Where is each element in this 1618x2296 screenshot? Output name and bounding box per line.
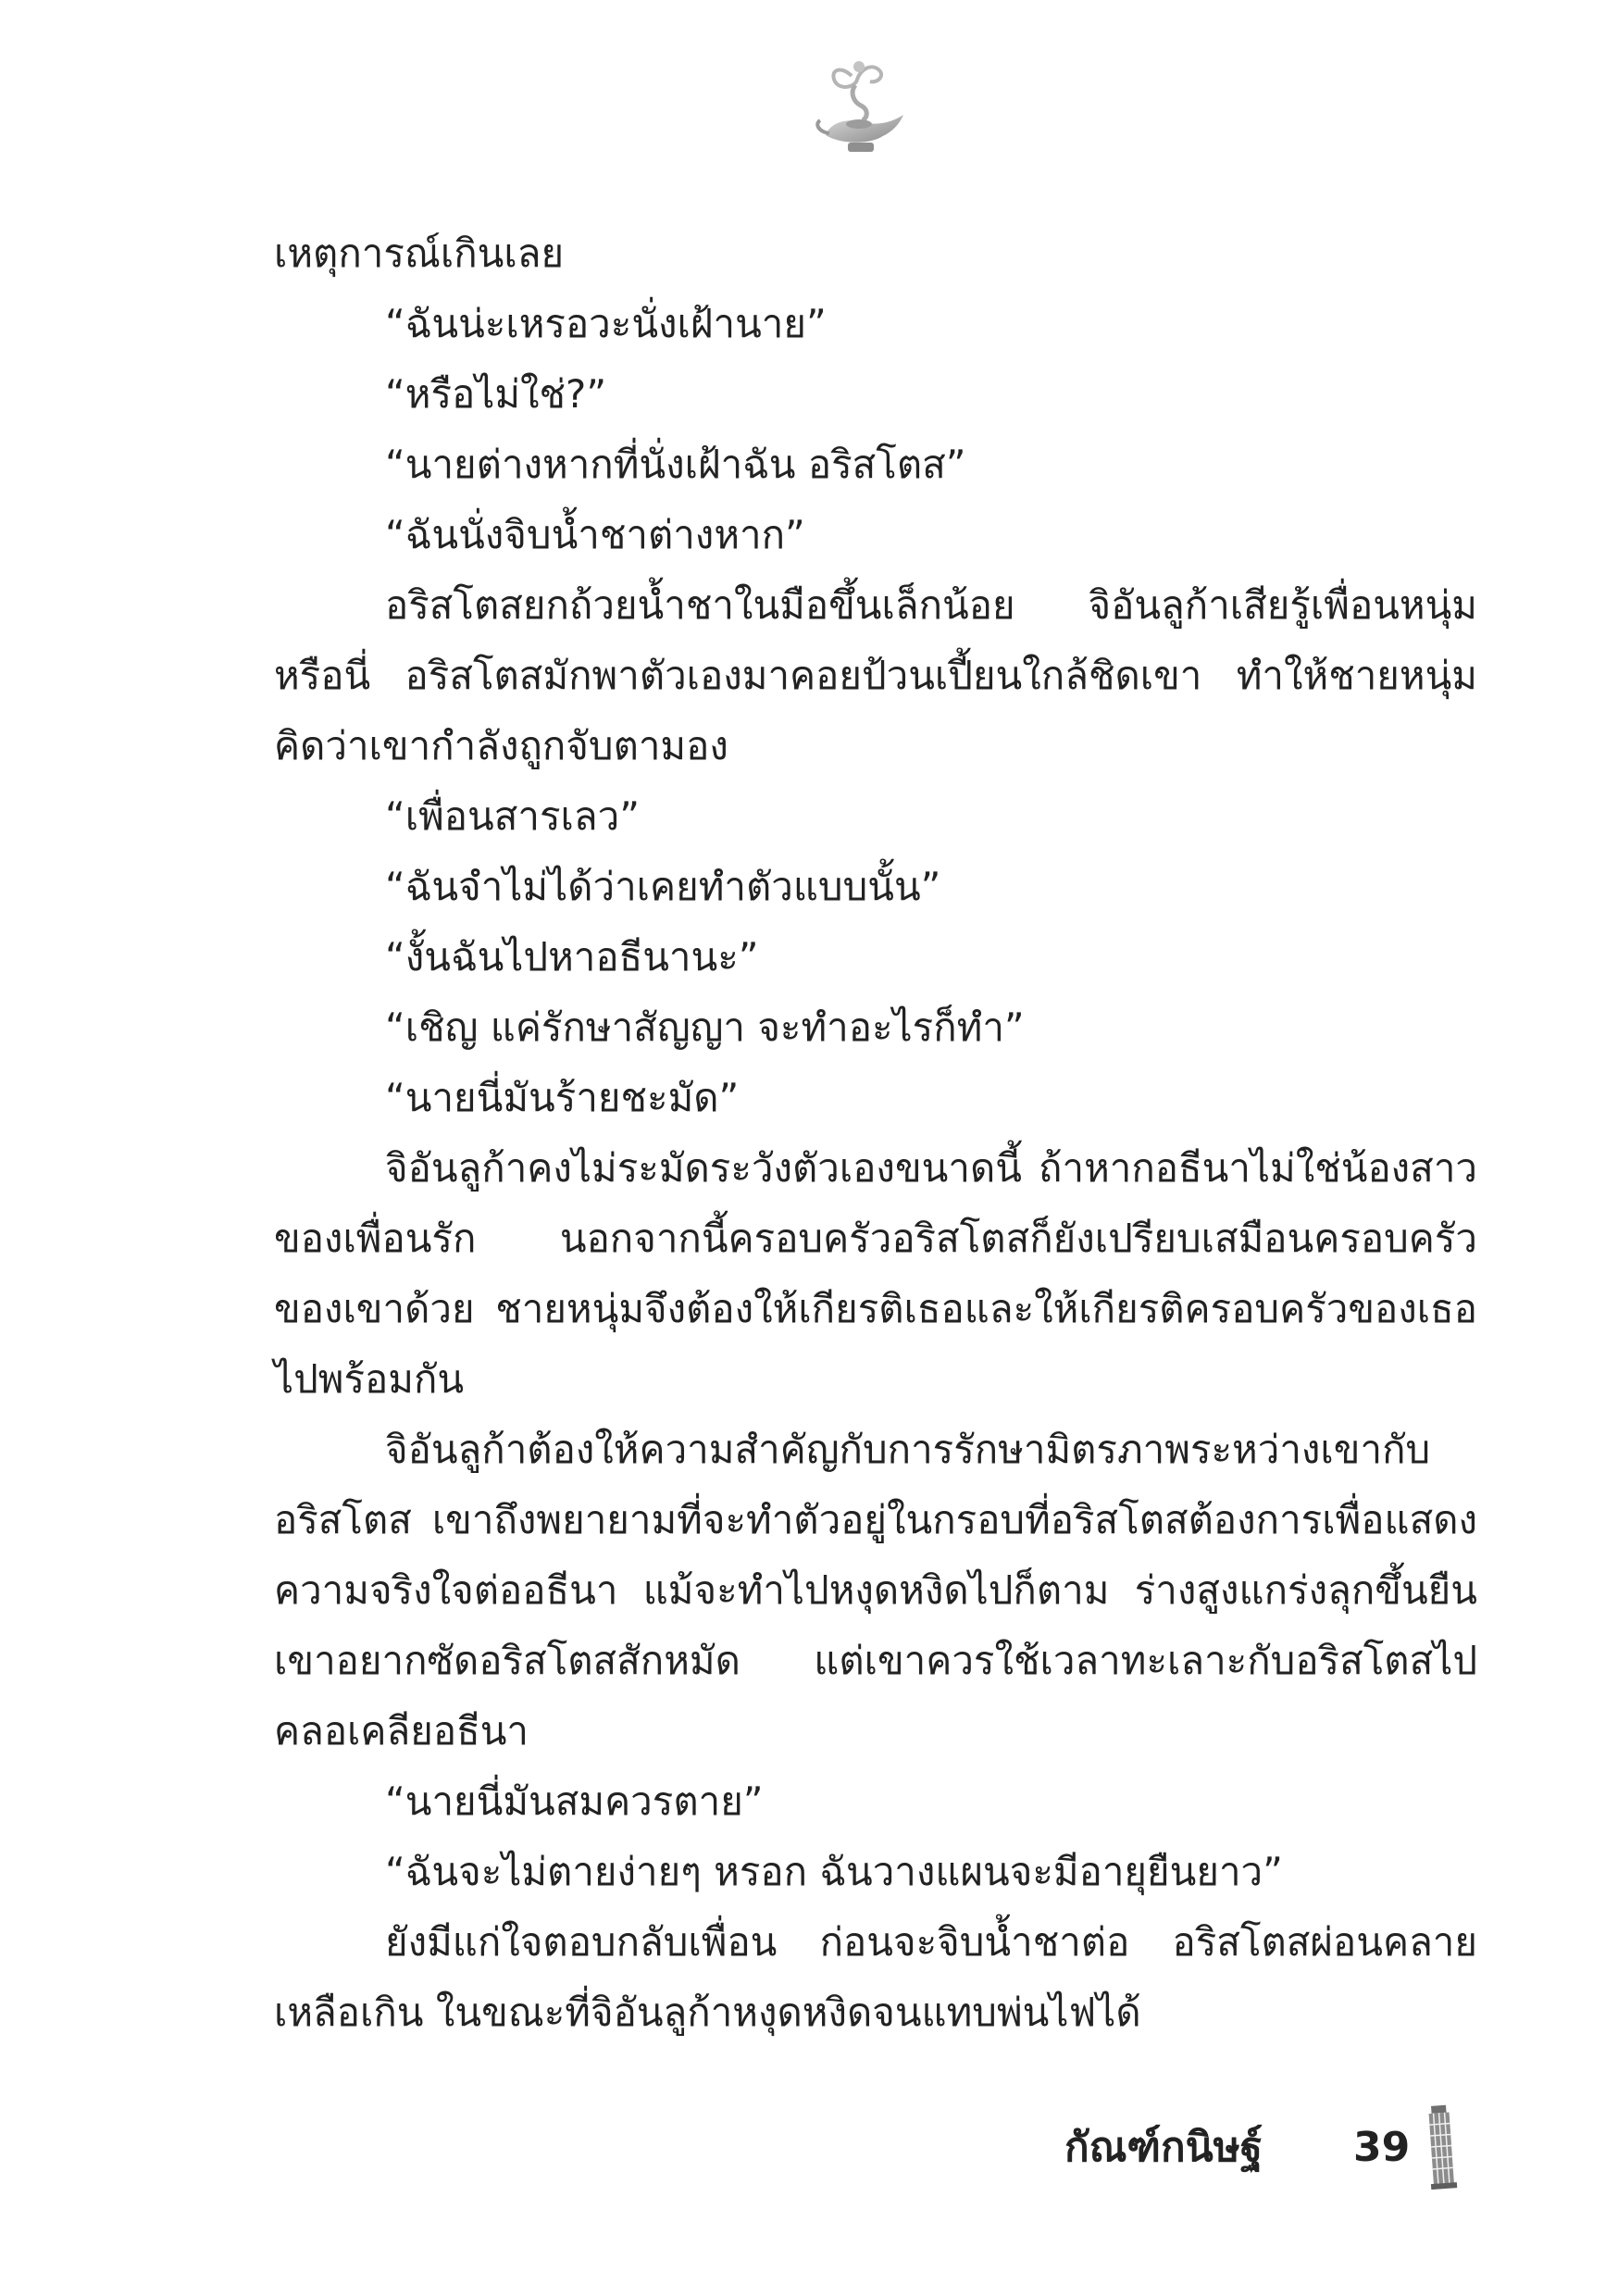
text-line: เหลือเกิน ในขณะที่จิอันลูก้าหงุดหงิดจนแทบพ่นไฟได้ [274, 1990, 1141, 2035]
text-line: ของเขาด้วย ชายหนุ่มจึงต้องให้เกียรติเธอและให้เกียรติครอบครัวของเธอ [274, 1286, 1477, 1331]
text-line: “หรือไม่ใช่?” [385, 371, 607, 417]
text-line: จิอันลูก้าต้องให้ความสำคัญกับการรักษามิตรภาพระหว่างเขากับ [385, 1427, 1431, 1472]
text-line: ไปพร้อมกัน [274, 1356, 465, 1402]
text-line: ความจริงใจต่ออธีนา แม้จะทำไปหงุดหงิดไปก็ตาม ร่างสูงแกร่งลุกขึ้นยืน [274, 1567, 1477, 1613]
lamp-with-fairy-icon [803, 56, 915, 167]
text-line: “งั้นฉันไปหาอธีนานะ” [385, 934, 759, 980]
leaning-tower-icon [1425, 2102, 1466, 2190]
text-line: ของเพื่อนรัก นอกจากนี้ครอบครัวอริสโตสก็ยังเปรียบเสมือนครอบครัว [274, 1216, 1477, 1261]
text-line: “ฉันจำไม่ได้ว่าเคยทำตัวแบบนั้น” [385, 864, 941, 909]
text-line: “นายต่างหากที่นั่งเฝ้าฉัน อริสโตส” [385, 442, 966, 487]
text-line: “ฉันน่ะเหรอวะนั่งเฝ้านาย” [385, 301, 827, 346]
text-line: “ฉันจะไม่ตายง่ายๆ หรอก ฉันวางแผนจะมีอายุยืนยาว” [385, 1849, 1283, 1894]
text-line: คิดว่าเขากำลังถูกจับตามอง [274, 723, 728, 768]
page-number: 39 [1353, 2124, 1411, 2171]
page-footer [1064, 2102, 1490, 2203]
text-line: “ฉันนั่งจิบน้ำชาต่างหาก” [385, 512, 805, 557]
text-line: “นายนี่มันร้ายชะมัด” [385, 1075, 740, 1120]
text-line: “เพื่อนสารเลว” [385, 793, 640, 839]
text-line: จิอันลูก้าคงไม่ระมัดระวังตัวเองขนาดนี้ ถ้าหากอธีนาไม่ใช่น้องสาว [385, 1145, 1477, 1191]
text-line: “เชิญ แค่รักษาสัญญา จะทำอะไรก็ทำ” [385, 1004, 1025, 1050]
text-line: อริสโตสยกถ้วยน้ำชาในมือขึ้นเล็กน้อย จิอันลูก้าเสียรู้เพื่อนหนุ่ม [385, 582, 1477, 628]
text-line: คลอเคลียอธีนา [274, 1708, 529, 1753]
text-line: ยังมีแก่ใจตอบกลับเพื่อน ก่อนจะจิบน้ำชาต่อ อริสโตสผ่อนคลาย [385, 1919, 1477, 1965]
text-line: เหตุการณ์เกินเลย [274, 231, 565, 276]
text-line: อริสโตส เขาถึงพยายามที่จะทำตัวอยู่ในกรอบที่อริสโตสต้องการเพื่อแสดง [274, 1497, 1477, 1542]
text-line: หรือนี่ อริสโตสมักพาตัวเองมาคอยป้วนเปี้ยนใกล้ชิดเขา ทำให้ชายหนุ่ม [274, 653, 1477, 698]
book-title: กัณฑ์กนิษฐ์ [1064, 2124, 1263, 2171]
text-line: เขาอยากซัดอริสโตสสักหมัด แต่เขาควรใช้เวลาทะเลาะกับอริสโตสไป [274, 1638, 1477, 1683]
text-line: “นายนี่มันสมควรตาย” [385, 1778, 764, 1824]
